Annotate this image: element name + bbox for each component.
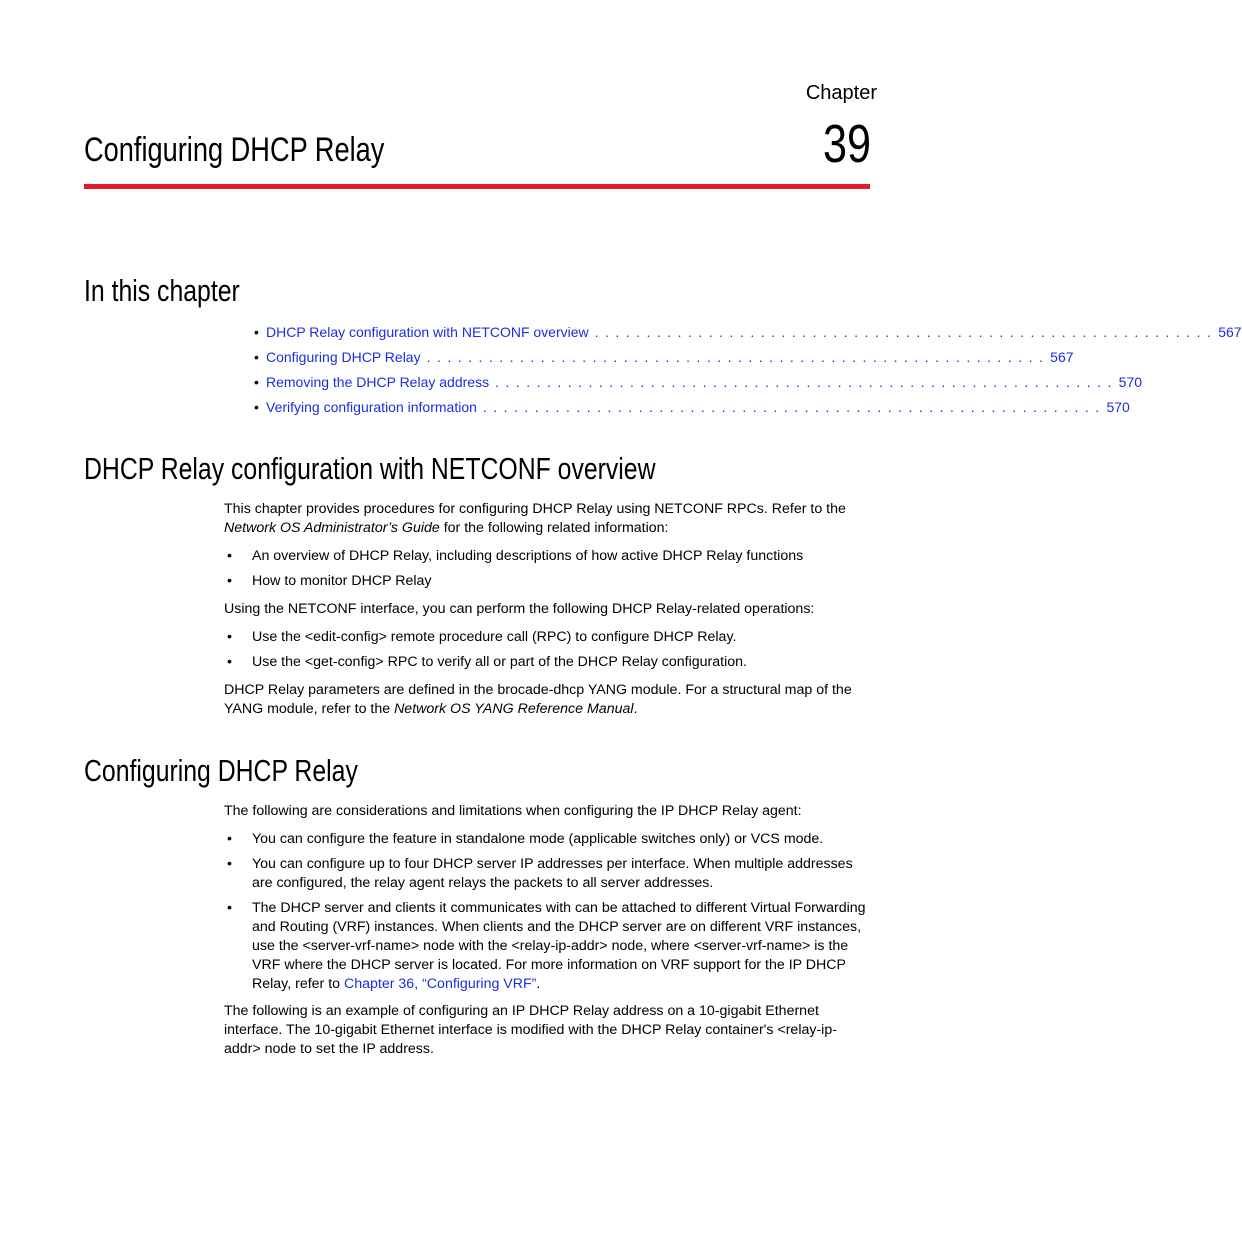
section-heading-configuring-dhcp-relay: Configuring DHCP Relay	[84, 753, 358, 788]
in-this-chapter-heading: In this chapter	[84, 273, 240, 308]
chapter-label: Chapter	[805, 82, 877, 104]
list-item: • An overview of DHCP Relay, including descriptions of how active DHCP Relay functions	[227, 548, 804, 564]
section-heading-netconf-overview: DHCP Relay configuration with NETCONF overview	[84, 451, 656, 486]
toc-item-netconf-overview[interactable]: • DHCP Relay configuration with NETCONF overview . . . . . . . . . . . . . . . . . . . . . . . . . . . . . . . . . . . . . . . . . . . . . . . . . . . . . . . . . . . . 567	[254, 324, 1242, 340]
toc-item-label: Configuring DHCP Relay	[266, 349, 421, 365]
toc-item-label: DHCP Relay configuration with NETCONF overview	[266, 324, 589, 340]
section1-operations-paragraph: Using the NETCONF interface, you can perform the following DHCP Relay-related operations:	[224, 601, 815, 617]
list-item: • You can configure up to four DHCP server IP addresses per interface. When multiple addresses are configured, the relay agent relays the packets to all server addresses.	[227, 856, 853, 891]
chapter-title: Configuring DHCP Relay	[84, 131, 385, 169]
list-item: • The DHCP server and clients it communicates with can be attached to different Virtual Forwarding and Routing (VRF) instances. When clients and the DHCP server are on different VRF instances, use the <server-vrf-name> node with the <relay-ip-addr> node, where <server-vrf-name> is the VRF where the DHCP server is located. For more information on VRF support for the IP DHCP Relay, refer to Chapter 36, “Configuring VRF”.	[227, 900, 866, 992]
toc-leader-dots: . . . . . . . . . . . . . . . . . . . . . . . . . . . . . . . . . . . . . . . . . . . . . . . . . . . . . . . . . . . .	[594, 324, 1213, 340]
toc-leader-dots: . . . . . . . . . . . . . . . . . . . . . . . . . . . . . . . . . . . . . . . . . . . . . . . . . . . . . . . . . . . .	[426, 349, 1045, 365]
section1-yang-paragraph: DHCP Relay parameters are defined in the brocade-dhcp YANG module. For a structural map of the YANG module, refer to the Network OS YANG Reference Manual.	[224, 682, 852, 717]
toc-page-number: 567	[1218, 324, 1242, 340]
toc-page-number: 567	[1050, 349, 1074, 365]
toc-item-label: Removing the DHCP Relay address	[266, 374, 490, 390]
section2-example-paragraph: The following is an example of configuring an IP DHCP Relay address on a 10-gigabit Ethernet interface. The 10-gigabit Ethernet interface is modified with the DHCP Relay container's <relay-ip-addr> node to set the IP address.	[224, 1003, 837, 1057]
toc-item-configuring-dhcp-relay[interactable]: • Configuring DHCP Relay . . . . . . . . . . . . . . . . . . . . . . . . . . . . . . . . . . . . . . . . . . . . . . . . . . . . . . . . . . . . 567	[254, 349, 1074, 365]
toc-leader-dots: . . . . . . . . . . . . . . . . . . . . . . . . . . . . . . . . . . . . . . . . . . . . . . . . . . . . . . . . . . . .	[482, 399, 1101, 415]
toc-item-label: Verifying configuration information	[266, 399, 477, 415]
link-chapter-36-configuring-vrf[interactable]: Chapter 36, “Configuring VRF”	[344, 976, 537, 992]
section2-intro-paragraph: The following are considerations and limitations when configuring the IP DHCP Relay agent:	[224, 803, 802, 819]
list-item: • How to monitor DHCP Relay	[227, 573, 432, 589]
toc-item-verifying-configuration[interactable]: • Verifying configuration information . . . . . . . . . . . . . . . . . . . . . . . . . . . . . . . . . . . . . . . . . . . . . . . . . . . . . . . . . . . . 570	[254, 399, 1130, 415]
chapter-number: 39	[822, 114, 871, 174]
toc-leader-dots: . . . . . . . . . . . . . . . . . . . . . . . . . . . . . . . . . . . . . . . . . . . . . . . . . . . . . . . . . . . .	[495, 374, 1113, 390]
toc-item-removing-relay-address[interactable]: • Removing the DHCP Relay address . . . . . . . . . . . . . . . . . . . . . . . . . . . . . . . . . . . . . . . . . . . . . . . . . . . . . . . . . . . . 570	[254, 374, 1143, 390]
toc-page-number: 570	[1106, 399, 1130, 415]
list-item: • Use the <get-config> RPC to verify all or part of the DHCP Relay configuration.	[227, 654, 747, 670]
book-title: Network OS YANG Reference Manual	[394, 701, 634, 717]
list-item: • Use the <edit-config> remote procedure call (RPC) to configure DHCP Relay.	[227, 629, 737, 645]
toc-page-number: 570	[1118, 374, 1143, 390]
section1-intro-paragraph: This chapter provides procedures for configuring DHCP Relay using NETCONF RPCs. Refer to the Network OS Administrator’s Guide for the following related information:	[224, 501, 846, 536]
book-title: Network OS Administrator’s Guide	[224, 520, 440, 536]
chapter-title-rule	[84, 184, 870, 189]
list-item: • You can configure the feature in standalone mode (applicable switches only) or VCS mode.	[227, 831, 824, 847]
